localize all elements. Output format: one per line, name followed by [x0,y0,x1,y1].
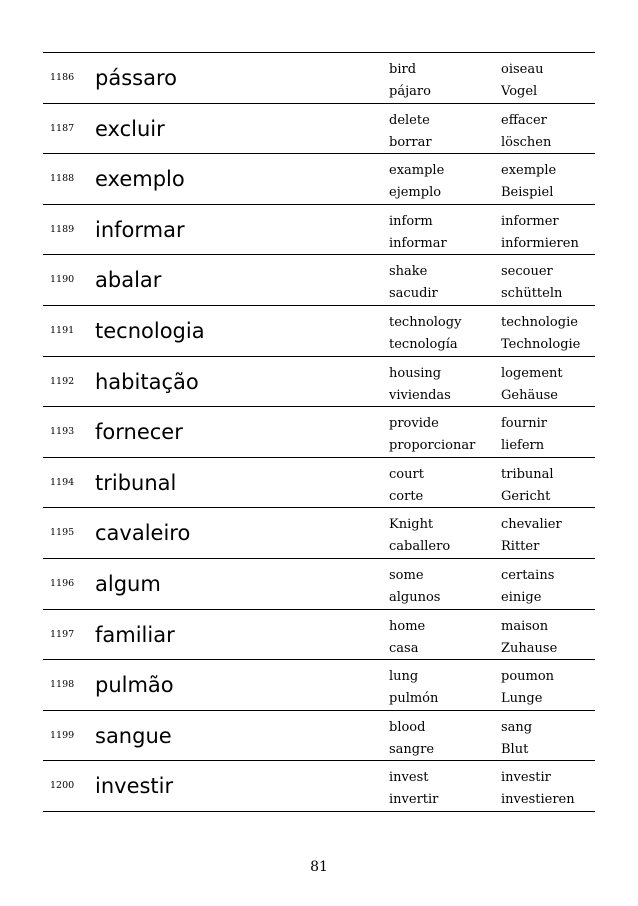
translation-column-2 [501,363,563,407]
portuguese-word: algum [95,571,161,596]
table-row [43,559,595,610]
translation-column-1 [389,666,438,710]
translation-column-2 [501,666,554,710]
spanish-translation: informar [389,235,447,251]
translation-column-2 [501,261,562,305]
german-translation: Lunge [501,691,543,707]
entry-number: 1188 [50,173,75,185]
portuguese-word: investir [95,774,174,799]
spanish-translation: algunos [389,589,441,605]
german-translation: Blut [501,741,529,757]
french-translation: investir [501,770,551,786]
entry-number: 1195 [50,527,75,539]
translation-column-2 [501,464,554,508]
english-translation: lung [389,669,419,685]
translation-column-1 [389,312,461,356]
portuguese-word: cavaleiro [95,521,191,546]
translation-column-1 [389,717,434,761]
french-translation: technologie [501,314,578,330]
translation-column-1 [389,160,444,204]
entry-number: 1187 [50,122,75,134]
spanish-translation: invertir [389,792,439,808]
spanish-translation: sangre [389,741,435,757]
spanish-translation: pulmón [389,691,439,707]
german-translation: Ritter [501,539,540,555]
entry-number: 1196 [50,577,75,589]
entry-number: 1197 [50,628,75,640]
german-translation: informieren [501,235,579,251]
entry-number: 1191 [50,324,75,336]
table-row [43,306,595,357]
translation-column-1 [389,211,447,255]
translation-column-2 [501,413,547,457]
table-row [43,711,595,762]
english-translation: court [389,466,424,482]
translation-column-2 [501,110,551,154]
english-translation: invest [389,770,429,786]
german-translation: Zuhause [501,640,558,656]
french-translation: logement [501,365,563,381]
english-translation: Knight [389,517,434,533]
german-translation: Vogel [501,84,538,99]
spanish-translation: proporcionar [389,438,476,454]
entry-number: 1198 [50,679,75,691]
french-translation: chevalier [501,517,562,533]
table-row [43,508,595,559]
table-row [43,205,595,256]
translation-column-2 [501,717,532,761]
french-translation: informer [501,213,559,229]
french-translation: fournir [501,416,547,432]
spanish-translation: ejemplo [389,185,442,201]
translation-column-1 [389,767,438,811]
portuguese-word: abalar [95,268,162,293]
german-translation: schütteln [501,286,563,302]
portuguese-word: familiar [95,622,175,647]
translation-column-1 [389,59,431,103]
french-translation: tribunal [501,466,554,482]
translation-column-2 [501,514,562,558]
table-row [43,53,595,104]
english-translation: inform [389,213,433,229]
french-translation: sang [501,719,533,735]
translation-column-2 [501,59,543,103]
english-translation: bird [389,62,417,77]
translation-column-2 [501,160,556,204]
translation-column-1 [389,514,450,558]
vocabulary-table [43,52,595,812]
table-row [43,104,595,155]
german-translation: Gericht [501,488,551,504]
spanish-translation: borrar [389,134,432,150]
portuguese-word: fornecer [95,420,183,445]
translation-column-2 [501,211,579,255]
table-row [43,255,595,306]
german-translation: Gehäuse [501,387,558,403]
portuguese-word: pássaro [95,66,177,90]
entry-number: 1192 [50,375,75,387]
portuguese-word: excluir [95,116,165,141]
table-row [43,407,595,458]
translation-column-1 [389,565,440,609]
portuguese-word: exemplo [95,167,185,192]
english-translation: housing [389,365,442,381]
french-translation: poumon [501,669,555,685]
table-row [43,761,595,812]
french-translation: secouer [501,264,553,280]
entry-number: 1200 [50,780,75,792]
table-row [43,458,595,509]
english-translation: technology [389,314,462,330]
french-translation: effacer [501,112,547,128]
translation-column-2 [501,616,557,660]
portuguese-word: tribunal [95,470,177,495]
translation-column-1 [389,464,424,508]
translation-column-1 [389,110,432,154]
english-translation: shake [389,264,428,280]
spanish-translation: casa [389,640,419,656]
french-translation: exemple [501,163,557,179]
translation-column-1 [389,261,438,305]
translation-column-1 [389,363,451,407]
spanish-translation: tecnología [389,336,458,352]
entry-number: 1189 [50,223,75,235]
english-translation: delete [389,112,430,128]
german-translation: Beispiel [501,185,554,201]
translation-column-2 [501,565,554,609]
portuguese-word: informar [95,217,185,242]
english-translation: some [389,567,424,583]
portuguese-word: sangue [95,723,172,748]
spanish-translation: caballero [389,539,451,555]
english-translation: home [389,618,426,634]
translation-column-2 [501,767,575,811]
table-row [43,660,595,711]
entry-number: 1193 [50,426,75,438]
entry-number: 1199 [50,729,75,741]
english-translation: example [389,163,445,179]
spanish-translation: corte [389,488,424,504]
german-translation: investieren [501,792,575,808]
table-row [43,357,595,408]
entry-number: 1190 [50,274,75,286]
spanish-translation: pájaro [389,84,431,99]
german-translation: einige [501,589,542,605]
german-translation: liefern [501,438,545,454]
french-translation: certains [501,567,555,583]
table-row [43,610,595,661]
entry-number: 1194 [50,476,75,488]
english-translation: blood [389,719,426,735]
entry-number: 1186 [50,72,75,83]
german-translation: Technologie [501,336,581,352]
translation-column-2 [501,312,580,356]
translation-column-1 [389,413,475,457]
portuguese-word: tecnologia [95,318,205,343]
portuguese-word: habitação [95,369,199,394]
portuguese-word: pulmão [95,673,174,698]
german-translation: löschen [501,134,552,150]
table-row [43,154,595,205]
spanish-translation: viviendas [389,387,451,403]
english-translation: provide [389,416,439,432]
french-translation: maison [501,618,549,634]
translation-column-1 [389,616,425,660]
spanish-translation: sacudir [389,286,438,302]
page-number: 81 [310,859,328,875]
french-translation: oiseau [501,62,544,77]
